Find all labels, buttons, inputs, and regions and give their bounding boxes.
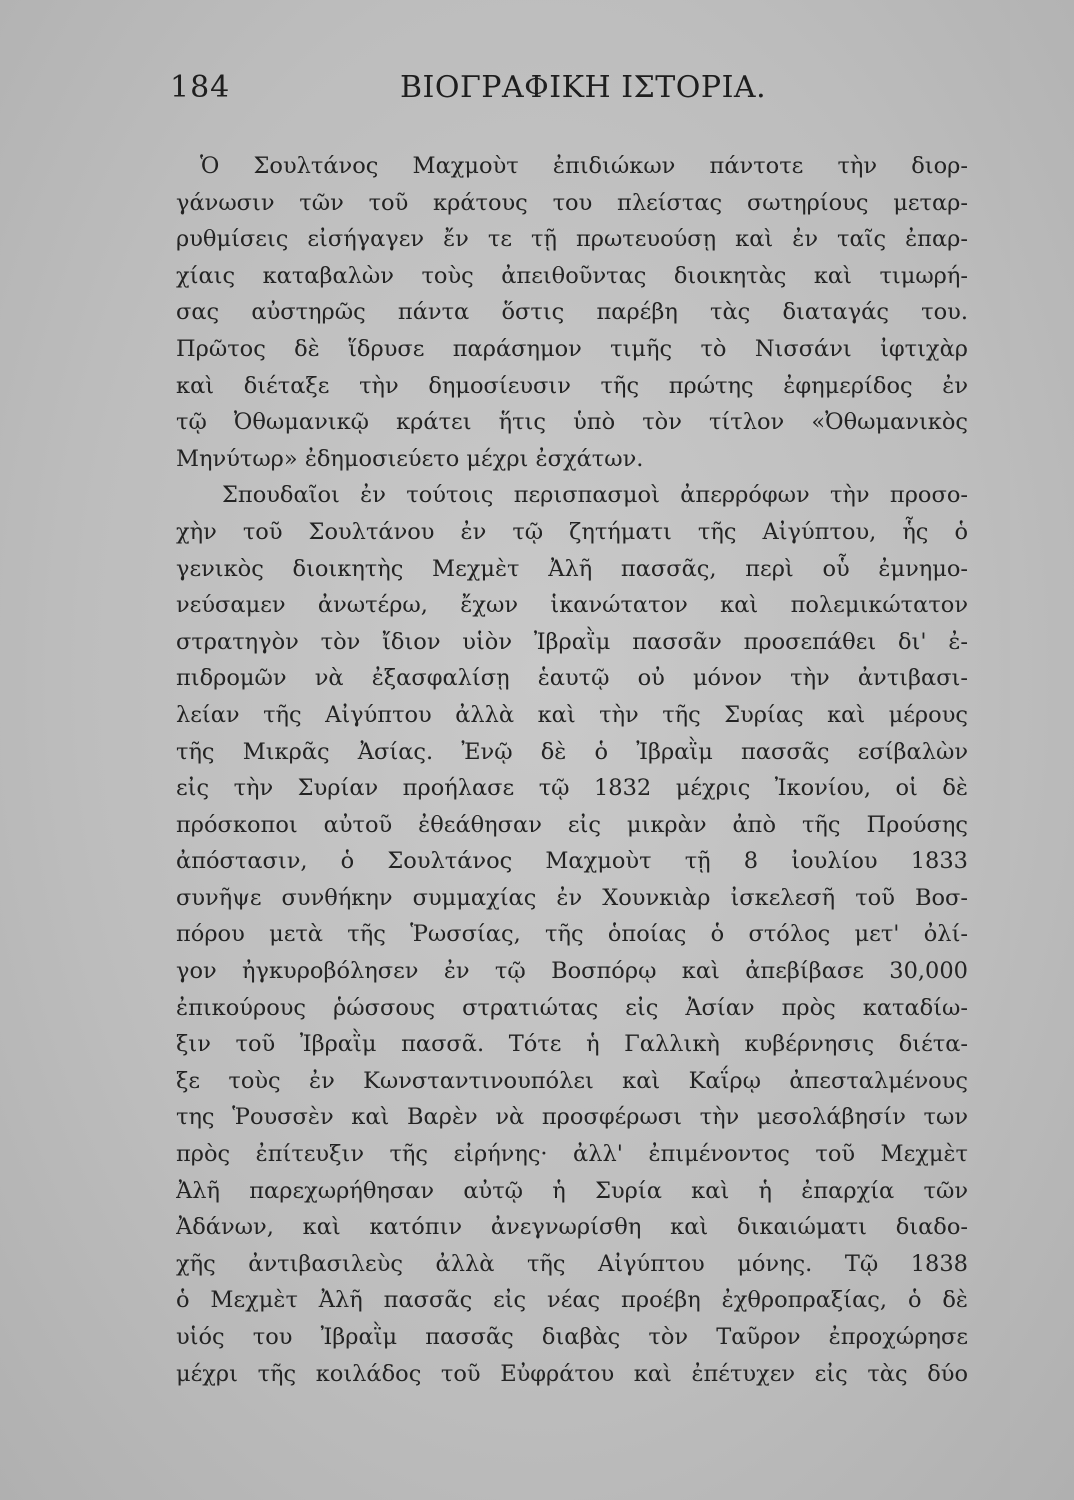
text-line: ἀπόστασιν, ὁ Σουλτάνος Μαχμοὺτ τῇ 8 ἰουλίου 1833 [176, 848, 968, 875]
text-line: ξε τοὺς ἐν Κωνσταντινουπόλει καὶ Καΐρῳ ἀπεσταλμένους [176, 1067, 968, 1094]
body-text [176, 148, 968, 1392]
text-line: σας αὐστηρῶς πάντα ὅστις παρέβη τὰς διαταγάς του. [176, 299, 968, 326]
text-line: Ἀδάνων, καὶ κατόπιν ἀνεγνωρίσθη καὶ δικαιώματι διαδο- [176, 1214, 968, 1241]
text-line: ὁ Μεχμὲτ Ἀλῆ πασσᾶς εἰς νέας προέβη ἐχθροπραξίας, ὁ δὲ [176, 1287, 968, 1314]
text-line: συνῆψε συνθήκην συμμαχίας ἐν Χουνκιὰρ ἰσκελεσῆ τοῦ Βοσ- [176, 884, 968, 911]
text-line: χὴν τοῦ Σουλτάνου ἐν τῷ ζητήματι τῆς Αἰγύπτου, ἧς ὁ [176, 518, 968, 545]
text-line: νεύσαμεν ἀνωτέρω, ἔχων ἱκανώτατον καὶ πολεμικώτατον [176, 592, 968, 619]
text-line: λείαν τῆς Αἰγύπτου ἀλλὰ καὶ τὴν τῆς Συρίας καὶ μέρους [176, 701, 968, 728]
text-line: πιδρομῶν νὰ ἐξασφαλίσῃ ἑαυτῷ οὐ μόνον τὴν ἀντιβασι- [176, 665, 968, 692]
text-line: μέχρι τῆς κοιλάδος τοῦ Εὐφράτου καὶ ἐπέτυχεν εἰς τὰς δύο [176, 1360, 968, 1387]
running-title: ΒΙΟΓΡΑΦΙΚΗ ΙΣΤΟΡΙΑ. [400, 70, 767, 105]
page-number: 184 [170, 70, 231, 105]
text-line: εἰς τὴν Συρίαν προήλασε τῷ 1832 μέχρις Ἰκονίου, οἱ δὲ [176, 775, 968, 802]
text-line: Ἀλῆ παρεχωρήθησαν αὐτῷ ἡ Συρία καὶ ἡ ἐπαρχία τῶν [176, 1177, 968, 1204]
text-line: Ὁ Σουλτάνος Μαχμοὺτ ἐπιδιώκων πάντοτε τὴν διορ- [200, 153, 968, 179]
text-line: στρατηγὸν τὸν ἴδιον υἱὸν Ἰβραῒμ πασσᾶν προσεπάθει δι' ἐ- [176, 628, 968, 655]
text-line: χῆς ἀντιβασιλεὺς ἀλλὰ τῆς Αἰγύπτου μόνης. Τῷ 1838 [176, 1250, 968, 1277]
text-line: γενικὸς διοικητὴς Μεχμὲτ Ἀλῆ πασσᾶς, περὶ οὗ ἐμνημο- [176, 555, 968, 582]
text-line: ρυθμίσεις εἰσήγαγεν ἔν τε τῇ πρωτευούσῃ καὶ ἐν ταῖς ἐπαρ- [176, 226, 968, 253]
text-line: Σπουδαῖοι ἐν τούτοις περισπασμοὶ ἀπερρόφων τὴν προσο- [222, 482, 968, 509]
text-line: ξιν τοῦ Ἰβραῒμ πασσᾶ. Τότε ἡ Γαλλικὴ κυβέρνησις διέτα- [176, 1031, 968, 1058]
text-line: γάνωσιν τῶν τοῦ κράτους του πλείστας σωτηρίους μεταρ- [176, 189, 968, 216]
text-line: πόρου μετὰ τῆς Ῥωσσίας, τῆς ὁποίας ὁ στόλος μετ' ὀλί- [176, 921, 968, 948]
text-line: γον ἠγκυροβόλησεν ἐν τῷ Βοσπόρῳ καὶ ἀπεβίβασε 30,000 [176, 958, 968, 985]
text-line: καὶ διέταξε τὴν δημοσίευσιν τῆς πρώτης ἐφημερίδος ἐν [176, 372, 968, 399]
text-line: τῷ Ὀθωμανικῷ κράτει ἥτις ὑπὸ τὸν τίτλον «Ὀθωμανικὸς [176, 409, 968, 436]
text-line: τῆς Μικρᾶς Ἀσίας. Ἐνῷ δὲ ὁ Ἰβραῒμ πασσᾶς εσίβαλὼν [176, 738, 968, 765]
text-line: πρόσκοποι αὐτοῦ ἐθεάθησαν εἰς μικρὰν ἀπὸ τῆς Προύσης [176, 811, 968, 838]
text-line: υἱός του Ἰβραῒμ πασσᾶς διαβὰς τὸν Ταῦρον ἐπροχώρησε [176, 1324, 968, 1350]
text-line: της Ῥουσσὲν καὶ Βαρὲν νὰ προσφέρωσι τὴν μεσολάβησίν των [176, 1104, 968, 1131]
text-line: χίαις καταβαλὼν τοὺς ἀπειθοῦντας διοικητὰς καὶ τιμωρή- [176, 262, 968, 289]
text-line: Μηνύτωρ» ἐδημοσιεύετο μέχρι ἐσχάτων. [176, 445, 644, 472]
page-header [170, 70, 970, 114]
text-line: Πρῶτος δὲ ἵδρυσε παράσημον τιμῆς τὸ Νισσάνι ἰφτιχὰρ [176, 335, 968, 362]
text-line: πρὸς ἐπίτευξιν τῆς εἰρήνης· ἀλλ' ἐπιμένοντος τοῦ Μεχμὲτ [176, 1141, 968, 1168]
text-line: ἐπικούρους ῥώσσους στρατιώτας εἰς Ἀσίαν πρὸς καταδίω- [176, 994, 968, 1021]
